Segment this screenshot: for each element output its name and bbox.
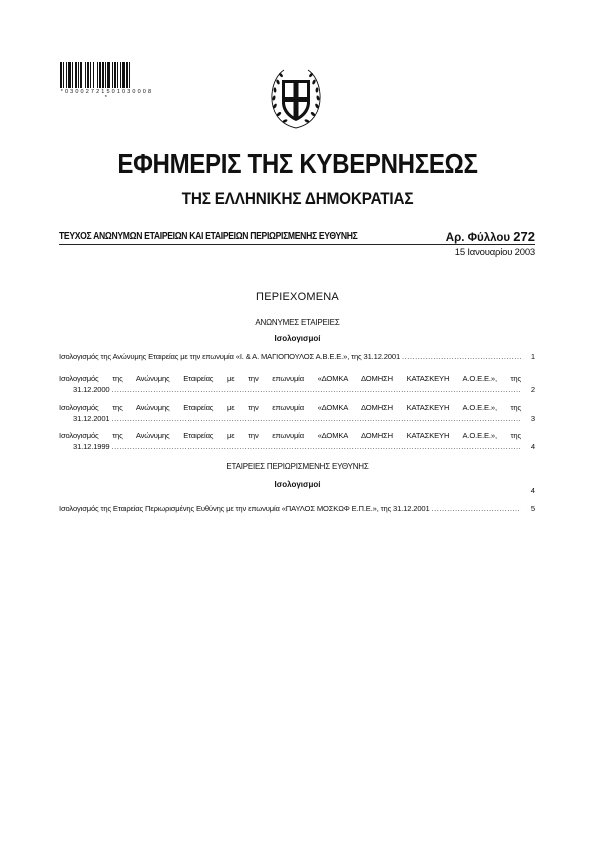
list-item	[59, 430, 535, 452]
entry-page: 5	[530, 504, 535, 513]
barcode-bar	[85, 62, 86, 88]
entry-page: 3	[530, 414, 535, 423]
section-subtitle: Ισολογισμοί	[274, 480, 321, 489]
section-title: ΕΤΑΙΡΕΙΕΣ ΠΕΡΙΩΡΙΣΜΕΝΗΣ ΕΥΘΥΝΗΣ	[226, 462, 369, 471]
entry-page: 1	[530, 352, 535, 361]
barcode-bar	[129, 62, 130, 88]
entry-text: Ισολογισμός της Ανώνυμης Εταιρείας με την επωνυμία «ΔΟΜΚΑ ΔΟΜΗΣΗ ΚΑΤΑΣΚΕΥΗ Α.Ο.Ε.Ε.», της	[59, 403, 521, 412]
entry-text: Ισολογισμός της Εταιρείας Περιωρισμένης Ευθύνης με την επωνυμία «ΠΑΥΛΟΣ ΜΟΣΚΩΦ Ε.Π.Ε.», της 31.12.2001	[59, 504, 430, 513]
section-title: ΑΝΩΝΥΜΕΣ ΕΤΑΙΡΕΙΕΣ	[255, 318, 340, 327]
issue-type: ΤΕΥΧΟΣ ΑΝΩΝΥΜΩΝ ΕΤΑΙΡΕΙΩΝ ΚΑΙ ΕΤΑΙΡΕΙΩΝ ΠΕΡΙΩΡΙΣΜΕΝΗΣ ΕΥΘΥΝΗΣ	[59, 230, 358, 242]
barcode-bar	[107, 62, 110, 88]
barcode-bar	[75, 62, 77, 88]
section-subtitle-page: 4	[530, 486, 535, 495]
barcode-bar	[66, 62, 67, 88]
entry-text: Ισολογισμός της Ανώνυμης Εταιρείας με την επωνυμία «Ι. & Α. ΜΑΓΙΟΠΟΥΛΟΣ Α.Β.Ε.Ε.», της 31.12.2001	[59, 352, 401, 361]
barcode-bar	[87, 62, 89, 88]
entry-text: Ισολογισμός της Ανώνυμης Εταιρείας με την επωνυμία «ΔΟΜΚΑ ΔΟΜΗΣΗ ΚΑΤΑΣΚΕΥΗ Α.Ο.Ε.Ε.», της	[59, 431, 521, 440]
barcode-bar	[93, 62, 94, 88]
list-item	[59, 351, 535, 362]
contents-title: ΠΕΡΙΕΧΟΜΕΝΑ	[256, 291, 339, 303]
gazette-title: ΕΦΗΜΕΡΙΣ ΤΗΣ ΚΥΒΕΡΝΗΣΕΩΣ	[117, 148, 478, 179]
list-item	[59, 503, 535, 514]
barcode-bar	[68, 62, 71, 88]
barcode-bar	[78, 62, 79, 88]
entry-page: 4	[530, 442, 535, 451]
barcode-bar	[90, 62, 91, 88]
leader-dots	[112, 384, 521, 395]
leader-dots	[402, 351, 521, 362]
barcode-bar	[114, 62, 116, 88]
barcode-bar	[60, 62, 62, 88]
barcode-bar	[105, 62, 106, 88]
barcode-bar	[102, 62, 104, 88]
barcode-bar	[112, 62, 113, 88]
gazette-subtitle: ΤΗΣ ΕΛΛΗΝΙΚΗΣ ΔΗΜΟΚΡΑΤΙΑΣ	[181, 189, 414, 208]
barcode-bar	[97, 62, 98, 88]
leader-dots	[112, 441, 521, 452]
entry-text-cont: 31.12.2000	[73, 385, 110, 394]
entry-text-cont: 31.12.2001	[73, 414, 110, 423]
leader-dots	[432, 503, 521, 514]
barcode-bar	[117, 62, 118, 88]
barcode-bar	[99, 62, 101, 88]
section-subtitle: Ισολογισμοί	[274, 334, 321, 343]
list-item	[59, 402, 535, 424]
leader-dots	[112, 413, 521, 424]
issue-label: Αρ. Φύλλου	[445, 232, 511, 244]
barcode-bar	[63, 62, 64, 88]
barcode-bar	[126, 62, 128, 88]
list-item	[59, 373, 535, 395]
barcode-bar	[72, 62, 73, 88]
barcode-bar	[120, 62, 121, 88]
issue-number-label	[446, 229, 535, 244]
barcode	[60, 62, 152, 88]
barcode-bar	[80, 62, 82, 88]
issue-date: 15 Ιανουαρίου 2003	[454, 247, 535, 258]
entry-text-cont: 31.12.1999	[73, 442, 110, 451]
greek-coat-of-arms-icon	[268, 66, 324, 130]
header-rule	[59, 244, 535, 245]
issue-number: 272	[513, 229, 535, 244]
barcode-number: * 0 3 0 0 2 7 2 1 5 0 1 0 3 0 0 0 8 *	[60, 89, 152, 101]
barcode-bar	[122, 62, 125, 88]
entry-page: 2	[530, 385, 535, 394]
entry-text: Ισολογισμός της Ανώνυμης Εταιρείας με την επωνυμία «ΔΟΜΚΑ ΔΟΜΗΣΗ ΚΑΤΑΣΚΕΥΗ Α.Ο.Ε.Ε.», της	[59, 374, 521, 383]
